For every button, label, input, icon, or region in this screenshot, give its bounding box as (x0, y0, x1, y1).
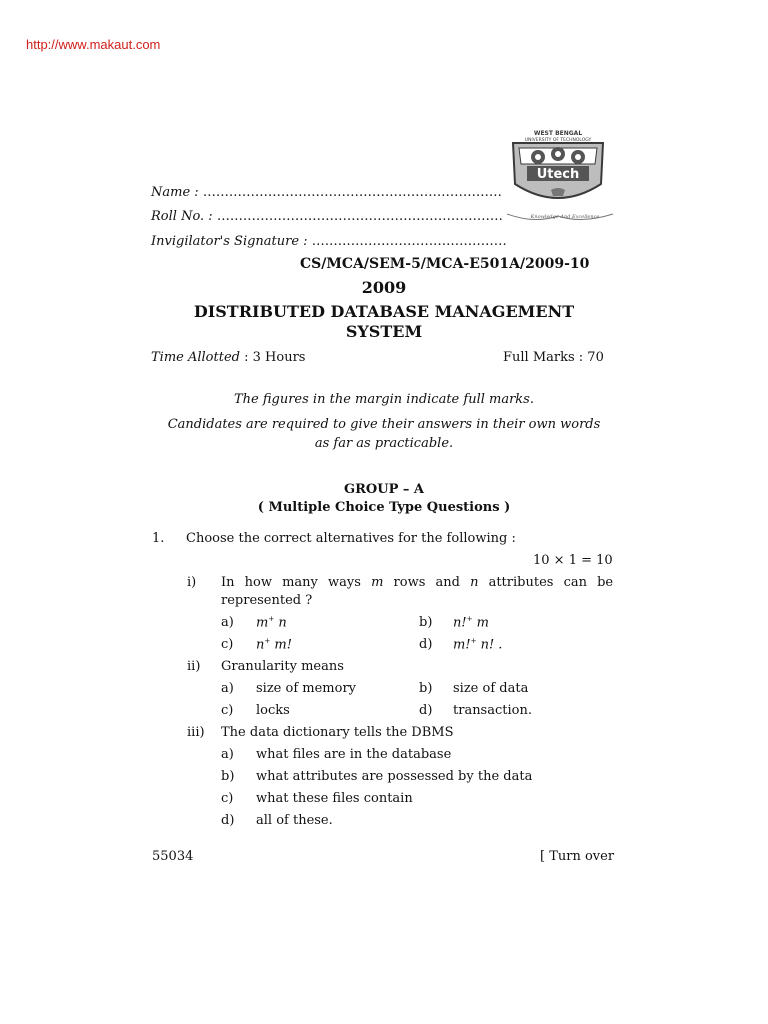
item-i-option-d-label: d) (419, 637, 433, 652)
item-iii-option-c: what these files contain (256, 791, 413, 806)
instruction-line1: The figures in the margin indicate full marks. (233, 392, 534, 407)
item-ii-question: Granularity means (221, 659, 344, 674)
item-ii-option-a-label: a) (221, 681, 234, 696)
logo-text-sub: UNIVERSITY OF TECHNOLOGY (524, 138, 592, 143)
time-label: Time Allotted (151, 350, 240, 365)
item-iii-option-b: what attributes are possessed by the data (256, 769, 533, 784)
item-i-number: i) (187, 575, 197, 590)
item-i-var-n: n (470, 575, 479, 590)
item-iii-option-d-label: d) (221, 813, 235, 828)
item-i-text-a: In how many ways (221, 575, 372, 590)
question-number: 1. (152, 531, 165, 546)
source-url-link[interactable]: http://www.makaut.com (26, 37, 161, 52)
roll-field (151, 209, 503, 224)
item-i-text-b: rows and (383, 575, 471, 590)
item-ii-option-b: size of data (453, 681, 529, 696)
item-i-text-c: attributes can be (478, 575, 614, 590)
item-iii-option-a: what files are in the database (256, 747, 452, 762)
logo-motto: Knowledge And Excellence (530, 214, 600, 220)
name-field (151, 185, 502, 200)
exam-code: CS/MCA/SEM-5/MCA-E501A/2009-10 (300, 256, 590, 272)
roll-label: Roll No. : (151, 209, 213, 224)
footer-turn-over: [ Turn over (540, 849, 615, 864)
item-i-option-b (453, 615, 489, 630)
item-i-option-c-v2: m! (274, 637, 292, 653)
item-i-option-b-label: b) (419, 615, 433, 630)
item-i-option-a-v1: m (256, 615, 269, 631)
item-iii-option-c-label: c) (221, 791, 234, 806)
roll-dots: ………………………………………………………… (216, 209, 503, 224)
item-i-option-d-v2: n! . (480, 637, 503, 653)
question-text: Choose the correct alternatives for the following : (186, 531, 516, 546)
logo-text-main: Utech (536, 167, 580, 182)
utech-logo-graphic (505, 126, 615, 228)
item-i-option-b-v1: n! (453, 615, 467, 631)
full-marks: Full Marks : 70 (503, 350, 604, 365)
item-ii-option-c-label: c) (221, 703, 234, 718)
signature-dots: ……………………………………… (311, 234, 507, 249)
item-ii-number: ii) (187, 659, 201, 674)
logo-text-top: WEST BENGAL (533, 130, 583, 137)
item-i-option-a-v2: n (278, 615, 287, 631)
item-iii-option-a-label: a) (221, 747, 234, 762)
instruction-line3: as far as practicable. (314, 436, 454, 451)
instruction-line2: Candidates are required to give their answers in their own words (167, 417, 601, 432)
item-i-option-b-v2: m (476, 615, 489, 631)
item-i-question-line1 (221, 575, 615, 590)
item-i-option-a-sup: + (268, 615, 275, 623)
item-i-option-a-label: a) (221, 615, 234, 630)
item-iii-question: The data dictionary tells the DBMS (221, 725, 454, 740)
item-ii-option-c: locks (256, 703, 290, 718)
item-i-option-d-sup: + (470, 637, 477, 645)
name-dots: …………………………………………………………… (202, 185, 502, 200)
item-i-option-d-v1: m! (453, 637, 471, 653)
item-i-var-m: m (371, 575, 384, 590)
item-ii-option-b-label: b) (419, 681, 433, 696)
item-ii-option-d: transaction. (453, 703, 532, 718)
item-ii-option-d-label: d) (419, 703, 433, 718)
item-i-option-c-sup: + (264, 637, 271, 645)
group-title: GROUP – A (344, 482, 424, 497)
name-label: Name : (151, 185, 199, 200)
item-iii-option-b-label: b) (221, 769, 235, 784)
footer-paper-code: 55034 (152, 849, 194, 864)
group-subtitle: ( Multiple Choice Type Questions ) (257, 500, 511, 515)
item-i-option-c-v1: n (256, 637, 265, 653)
item-i-option-b-sup: + (466, 615, 473, 623)
item-i-option-a (256, 615, 287, 630)
item-i-option-d (453, 637, 502, 652)
item-iii-option-d: all of these. (256, 813, 333, 828)
time-allotted (151, 350, 305, 365)
utech-logo (505, 126, 615, 228)
item-i-option-c-label: c) (221, 637, 234, 652)
item-ii-option-a: size of memory (256, 681, 357, 696)
question-marks: 10 × 1 = 10 (533, 553, 613, 568)
signature-field (151, 234, 507, 249)
exam-title-line1: DISTRIBUTED DATABASE MANAGEMENT (193, 302, 575, 321)
exam-year: 2009 (361, 278, 407, 297)
item-i-option-c (256, 637, 292, 652)
item-i-question-line2: represented ? (221, 593, 313, 608)
exam-title-line2: SYSTEM (345, 322, 423, 341)
item-iii-number: iii) (187, 725, 205, 740)
signature-label: Invigilator's Signature : (151, 234, 308, 249)
time-value: : 3 Hours (239, 350, 306, 365)
